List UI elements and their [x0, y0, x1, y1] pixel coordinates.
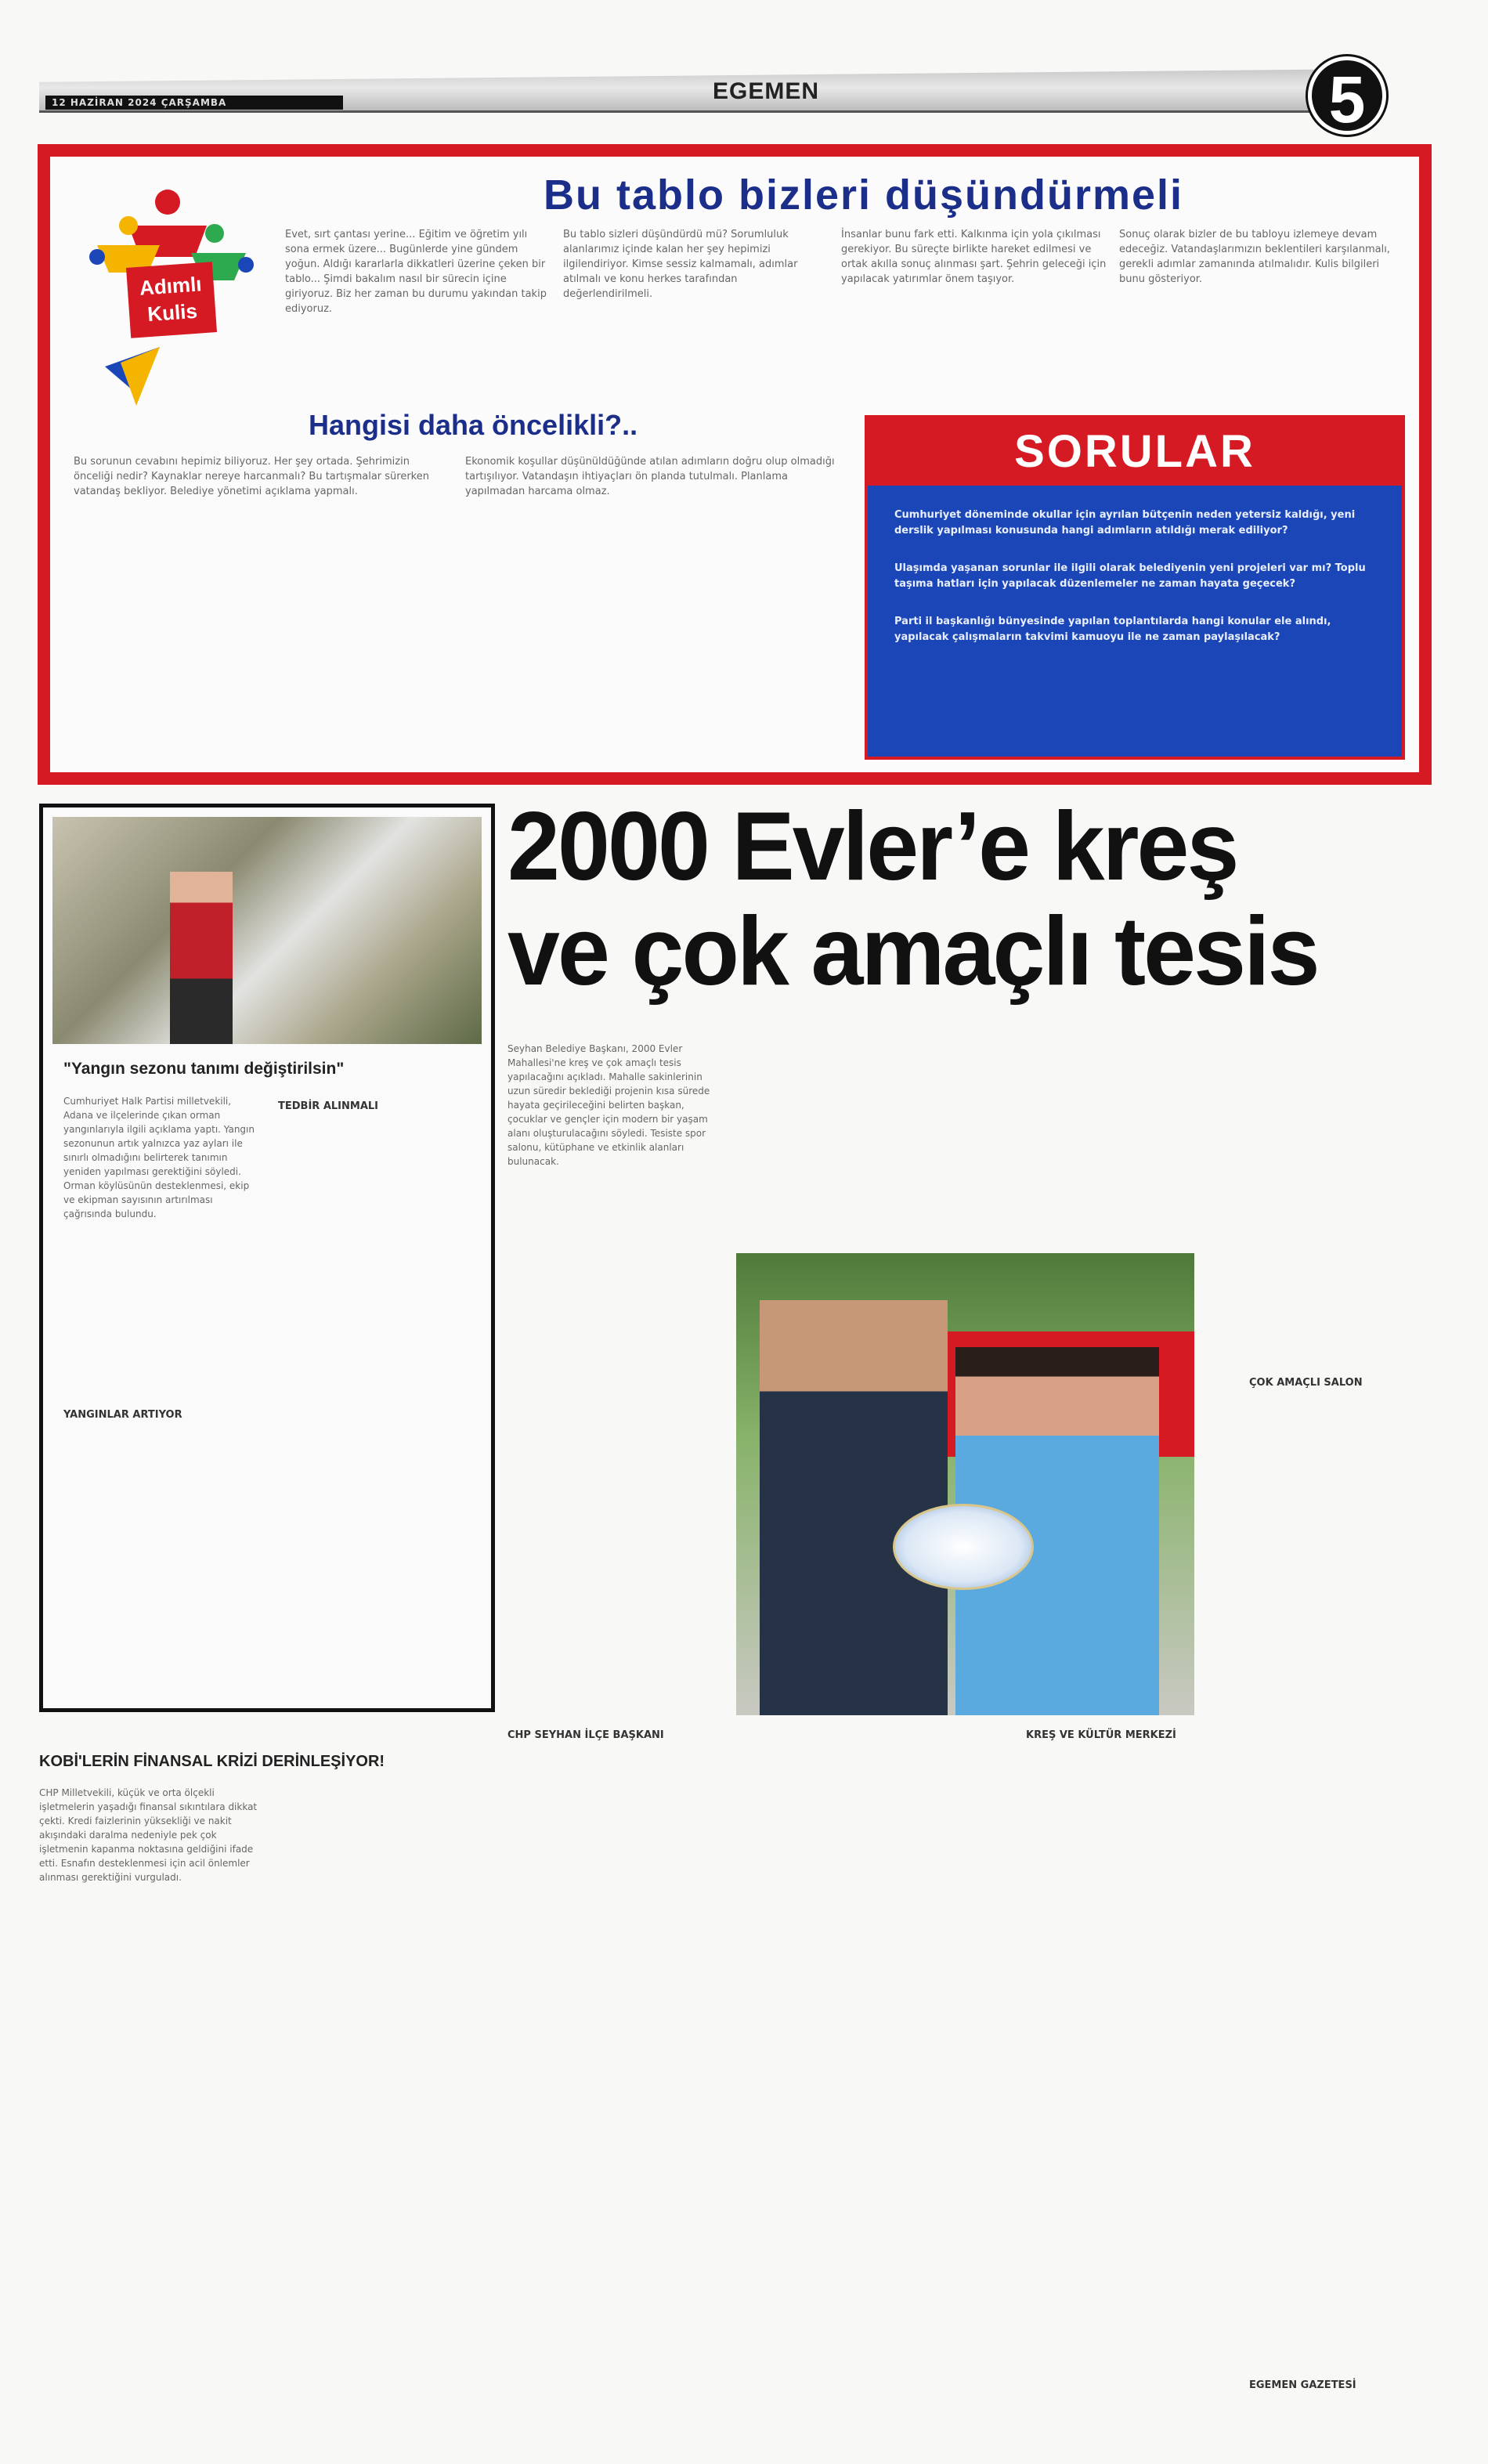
opinion-lower-column-1: Bu sorunun cevabını hepimiz biliyoruz. Her şey ortada. Şehrimizin önceliği nedir? Kaynaklar nereye harcanmalı? Bu tartışmalar sürerken vatandaş bekliyor. Belediye yönetimi açıklama yapmalı.: [74, 456, 429, 497]
opinion-column-1: Evet, sırt çantası yerine... Eğitim ve öğretim yılı sona ermek üzere... Bugünlerde yine gündem yoğun. Aldığı kararlarla dikkatleri üzerine çeken bir tablo... Şimdi bakalım nasıl bir sürecin içine giriyoruz. Biz her zaman bu durumu yakından takip ediyoruz.: [285, 229, 547, 315]
main-story-body: Seyhan Belediye Başkanı, 2000 Evler Mahallesi'ne kreş ve çok amaçlı tesis yapılacağını açıkladı. Mahalle sakinlerinin uzun süredir beklediği projenin kısa sürede hayata geçirileceğini belirten başkan, çocuklar ve gençler için modern bir yaşam alanı oluşturulacağını söyledi. Tesiste spor salonu, kütüphane ve etkinlik alanları bulunacak.: [507, 1043, 710, 1167]
questions-box: [865, 415, 1405, 760]
left-story-col2: [278, 1094, 478, 1118]
kobi-title: KOBİ'LERİN FİNANSAL KRİZİ DERİNLEŞİYOR!: [39, 1753, 385, 1770]
questions-title: SORULAR: [868, 418, 1402, 486]
left-story-title: "Yangın sezonu tanımı değiştirilsin": [63, 1060, 345, 1078]
header-date: 12 HAZİRAN 2024 ÇARŞAMBA: [45, 96, 343, 110]
question-item: Parti il başkanlığı bünyesinde yapılan toplantılarda hangi konular ele alındı, yapılacak çalışmaların takvimi kamuoyu ile ne zaman paylaşılacak?: [894, 616, 1331, 643]
main-story-photo: [736, 1253, 1194, 1715]
main-story-subheads-b: [1026, 1723, 1198, 1747]
left-story-subhead-block: [63, 1403, 263, 1427]
newspaper-name: EGEMEN: [713, 78, 820, 104]
left-story-box: [39, 804, 495, 1712]
man-figure: [760, 1300, 948, 1715]
column-logo: [66, 171, 285, 421]
column-logo-label: Adımlı Kulis: [126, 262, 217, 338]
page-header: [39, 61, 1425, 136]
kobi-body: CHP Milletvekili, küçük ve orta ölçekli işletmelerin yaşadığı finansal sıkıntılara dikkat çekti. Kredi faizlerinin yüksekliği ve nakit akışındaki daralma nedeniyle pek çok işletmenin kapanma noktasına geldiğini ifade etti. Esnafın desteklenmesi için acil önlemler alınması gerektiğini vurguladı.: [39, 1787, 258, 1883]
main-headline: [507, 794, 1404, 1004]
main-story-byline: EGEMEN GAZETESİ: [1249, 2379, 1356, 2391]
headline-line-1: 2000 Evler’e kreş: [507, 793, 1237, 901]
main-story-subheads-a: [507, 1723, 723, 1747]
opinion-subtitle: Hangisi daha öncelikli?..: [309, 409, 638, 441]
question-item: Cumhuriyet döneminde okullar için ayrılan bütçenin neden yetersiz kaldığı, yeni derslik yapılması konusunda hangi adımların atıldığı merak ediliyor?: [894, 509, 1356, 537]
page-number: 5: [1308, 56, 1386, 135]
opinion-column-2: Bu tablo sizleri düşündürdü mü? Sorumluluk alanlarımız içinde kalan her şey hepimizi ilgilendiriyor. Kimse sessiz kalmamalı, adımlar atılmalı ve konu herkes tarafından değerlendirilmeli.: [563, 229, 798, 300]
main-story-subhead: ÇOK AMAÇLI SALON: [1249, 1377, 1363, 1389]
question-item: Ulaşımda yaşanan sorunlar ile ilgili olarak belediyenin yeni projeleri var mı? Toplu taşıma hatları için yapılacak düzenlemeler ne zaman hayata geçecek?: [894, 562, 1366, 590]
opinion-title: Bu tablo bizleri düşündürmeli: [544, 172, 1184, 219]
opinion-lower-column-2: Ekonomik koşullar düşünüldüğünde atılan adımların doğru olup olmadığı tartışılıyor. Vatandaşın ihtiyaçları ön planda tutulmalı. Planlama yapılmadan harcama olmaz.: [465, 456, 835, 497]
main-story-subhead: KREŞ VE KÜLTÜR MERKEZİ: [1026, 1729, 1176, 1741]
main-story-subhead: CHP SEYHAN İLÇE BAŞKANI: [507, 1729, 664, 1741]
person-figure: [170, 872, 233, 1044]
main-story-subheads-c: [1249, 1371, 1425, 1395]
left-story-subhead: YANGINLAR ARTIYOR: [63, 1409, 182, 1421]
left-story-subhead: TEDBİR ALINMALI: [278, 1100, 379, 1112]
opinion-column-3: İnsanlar bunu fark etti. Kalkınma için yola çıkılması gerekiyor. Bu süreçte birlikte hareket edilmesi ve ortak akılla sonuç alınması şart. Şehrin geleceği için yapılacak yatırımlar önem taşıyor.: [841, 229, 1107, 285]
headline-line-2: ve çok amaçlı tesis: [507, 898, 1318, 1006]
opinion-box: [38, 144, 1432, 785]
left-story-body: Cumhuriyet Halk Partisi milletvekili, Adana ve ilçelerinde çıkan orman yangınlarıyla ilgili açıklama yaptı. Yangın sezonunun artık yalnızca yaz ayları ile sınırlı olmadığını belirterek tanımın yeniden yapılması gerektiğini söyledi. Orman köylüsünün desteklenmesi, ekip ve ekipman sayısının artırılması çağrısında bulundu.: [63, 1096, 255, 1219]
opinion-column-4: Sonuç olarak bizler de bu tabloyu izlemeye devam edeceğiz. Vatandaşlarımızın beklentileri karşılanmalı, gerekli adımlar zamanında atılmalıdır. Kulis bilgileri bunu gösteriyor.: [1119, 229, 1390, 285]
left-story-photo: [52, 817, 482, 1044]
commemorative-plate: [893, 1504, 1034, 1590]
